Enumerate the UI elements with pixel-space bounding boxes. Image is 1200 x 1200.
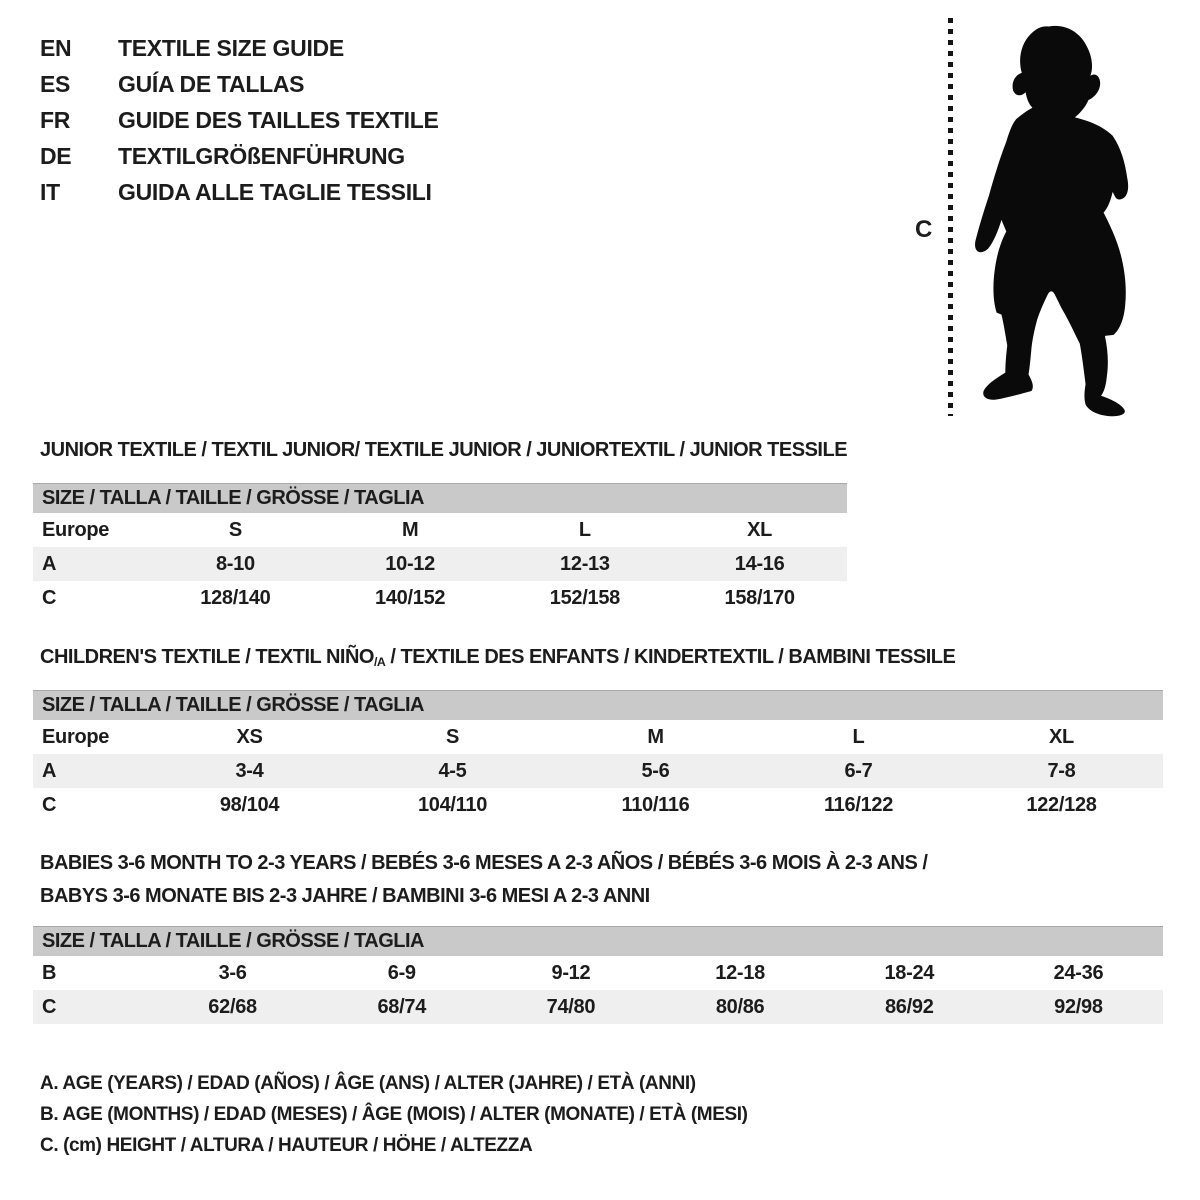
table-row bbox=[33, 754, 1163, 788]
table-cell: M bbox=[647, 725, 664, 748]
section-title-subscript: /A bbox=[373, 655, 386, 670]
junior-size-table bbox=[33, 483, 847, 615]
height-measure-line bbox=[948, 18, 953, 416]
table-cell: 8-10 bbox=[215, 552, 255, 575]
language-code: DE bbox=[40, 143, 72, 169]
table-cell: 6-7 bbox=[844, 759, 873, 782]
table-cell: 158/170 bbox=[724, 586, 795, 609]
language-label: GUÍA DE TALLAS bbox=[118, 71, 305, 97]
language-code: IT bbox=[40, 179, 60, 205]
section-title-text: CHILDREN'S TEXTILE / TEXTIL NIÑO bbox=[40, 646, 374, 668]
language-code: FR bbox=[40, 107, 71, 133]
table-row bbox=[33, 720, 1163, 754]
table-cell: 4-5 bbox=[438, 759, 467, 782]
language-label: TEXTILE SIZE GUIDE bbox=[118, 35, 344, 61]
table-cell: 98/104 bbox=[219, 793, 280, 816]
section-title-text: / TEXTILE DES ENFANTS / KINDERTEXTIL / BAMBINI TESSILE bbox=[385, 646, 956, 668]
size-header-label: SIZE / TALLA / TAILLE / GRÖSSE / TAGLIA bbox=[42, 487, 424, 509]
size-header-band bbox=[33, 483, 847, 513]
height-measure-label: C bbox=[915, 216, 933, 243]
row-label: Europe bbox=[42, 725, 110, 748]
section-title-junior bbox=[40, 434, 847, 472]
row-label: A bbox=[42, 552, 57, 575]
row-label: A bbox=[42, 759, 57, 782]
table-cell: 152/158 bbox=[549, 586, 620, 609]
table-cell: 116/122 bbox=[823, 793, 894, 816]
table-cell: 3-4 bbox=[235, 759, 264, 782]
table-cell: XL bbox=[1049, 725, 1074, 748]
table-cell: 140/152 bbox=[375, 586, 446, 609]
row-label: C bbox=[42, 995, 57, 1018]
table-cell: XL bbox=[747, 518, 773, 541]
table-row bbox=[33, 956, 1163, 990]
table-cell: 110/116 bbox=[621, 793, 690, 816]
table-cell: XS bbox=[236, 725, 263, 748]
table-row bbox=[33, 513, 847, 547]
table-cell: 24-36 bbox=[1053, 961, 1104, 984]
table-row bbox=[33, 990, 1163, 1024]
language-row-de bbox=[40, 138, 439, 174]
row-label: C bbox=[42, 793, 57, 816]
table-row bbox=[33, 581, 847, 615]
section-title-children bbox=[40, 641, 955, 679]
table-cell: 80/86 bbox=[715, 995, 765, 1018]
language-row-en bbox=[40, 30, 439, 66]
measurement-legend bbox=[40, 1068, 748, 1161]
table-cell: 10-12 bbox=[385, 552, 435, 575]
language-code: ES bbox=[40, 71, 71, 97]
legend-line-a: A. AGE (YEARS) / EDAD (AÑOS) / ÂGE (ANS) / ALTER (JAHRE) / ETÀ (ANNI) bbox=[40, 1073, 696, 1094]
size-header-label: SIZE / TALLA / TAILLE / GRÖSSE / TAGLIA bbox=[42, 694, 424, 716]
table-cell: 12-18 bbox=[715, 961, 765, 984]
row-label: B bbox=[42, 961, 57, 984]
table-cell: 62/68 bbox=[208, 995, 257, 1018]
table-cell: 68/74 bbox=[377, 995, 427, 1018]
row-label: Europe bbox=[42, 518, 110, 541]
table-cell: 12-13 bbox=[560, 552, 610, 575]
table-cell: S bbox=[228, 518, 242, 541]
legend-line-b: B. AGE (MONTHS) / EDAD (MESES) / ÂGE (MOIS) / ALTER (MONATE) / ETÀ (MESI) bbox=[40, 1104, 748, 1125]
table-cell: 104/110 bbox=[417, 793, 488, 816]
table-cell: L bbox=[852, 725, 865, 748]
table-cell: 3-6 bbox=[218, 961, 247, 984]
section-title-line1: BABIES 3-6 MONTH TO 2-3 YEARS / BEBÉS 3-6 MESES A 2-3 AÑOS / BÉBÉS 3-6 MOIS À 2-3 ANS / bbox=[40, 852, 928, 874]
table-cell: S bbox=[445, 725, 460, 748]
section-title-line2: BABYS 3-6 MONATE BIS 2-3 JAHRE / BAMBINI 3-6 MESI A 2-3 ANNI bbox=[40, 885, 650, 907]
table-cell: 9-12 bbox=[551, 961, 591, 984]
size-header-band bbox=[33, 690, 1163, 720]
toddler-silhouette-icon bbox=[957, 12, 1160, 420]
language-label: GUIDE DES TAILLES TEXTILE bbox=[118, 107, 439, 133]
table-cell: 7-8 bbox=[1047, 759, 1076, 782]
section-title-babies bbox=[40, 847, 990, 913]
table-cell: 86/92 bbox=[884, 995, 934, 1018]
table-cell: 14-16 bbox=[734, 552, 785, 575]
language-label: GUIDA ALLE TAGLIE TESSILI bbox=[118, 179, 432, 205]
language-code: EN bbox=[40, 35, 72, 61]
table-row bbox=[33, 788, 1163, 822]
legend-line-c: C. (cm) HEIGHT / ALTURA / HAUTEUR / HÖHE / ALTEZZA bbox=[40, 1135, 533, 1156]
table-cell: 122/128 bbox=[1026, 793, 1097, 816]
table-cell: 92/98 bbox=[1054, 995, 1103, 1018]
section-title-text: JUNIOR TEXTILE / TEXTIL JUNIOR/ TEXTILE JUNIOR / JUNIORTEXTIL / JUNIOR TESSILE bbox=[40, 439, 848, 461]
language-row-fr bbox=[40, 102, 439, 138]
language-list bbox=[40, 30, 439, 210]
size-header-band bbox=[33, 926, 1163, 956]
table-cell: 5-6 bbox=[641, 759, 670, 782]
row-label: C bbox=[42, 586, 57, 609]
table-cell: 6-9 bbox=[387, 961, 416, 984]
children-size-table bbox=[33, 690, 1163, 822]
language-row-it bbox=[40, 174, 439, 210]
babies-size-table bbox=[33, 926, 1163, 1024]
table-cell: 18-24 bbox=[884, 961, 935, 984]
size-header-label: SIZE / TALLA / TAILLE / GRÖSSE / TAGLIA bbox=[42, 930, 424, 952]
table-row bbox=[33, 547, 847, 581]
table-cell: M bbox=[401, 518, 419, 541]
language-row-es bbox=[40, 66, 439, 102]
table-cell: 128/140 bbox=[200, 586, 271, 609]
language-label: TEXTILGRÖßENFÜHRUNG bbox=[118, 143, 405, 169]
table-cell: 74/80 bbox=[546, 995, 596, 1018]
table-cell: L bbox=[578, 518, 591, 541]
